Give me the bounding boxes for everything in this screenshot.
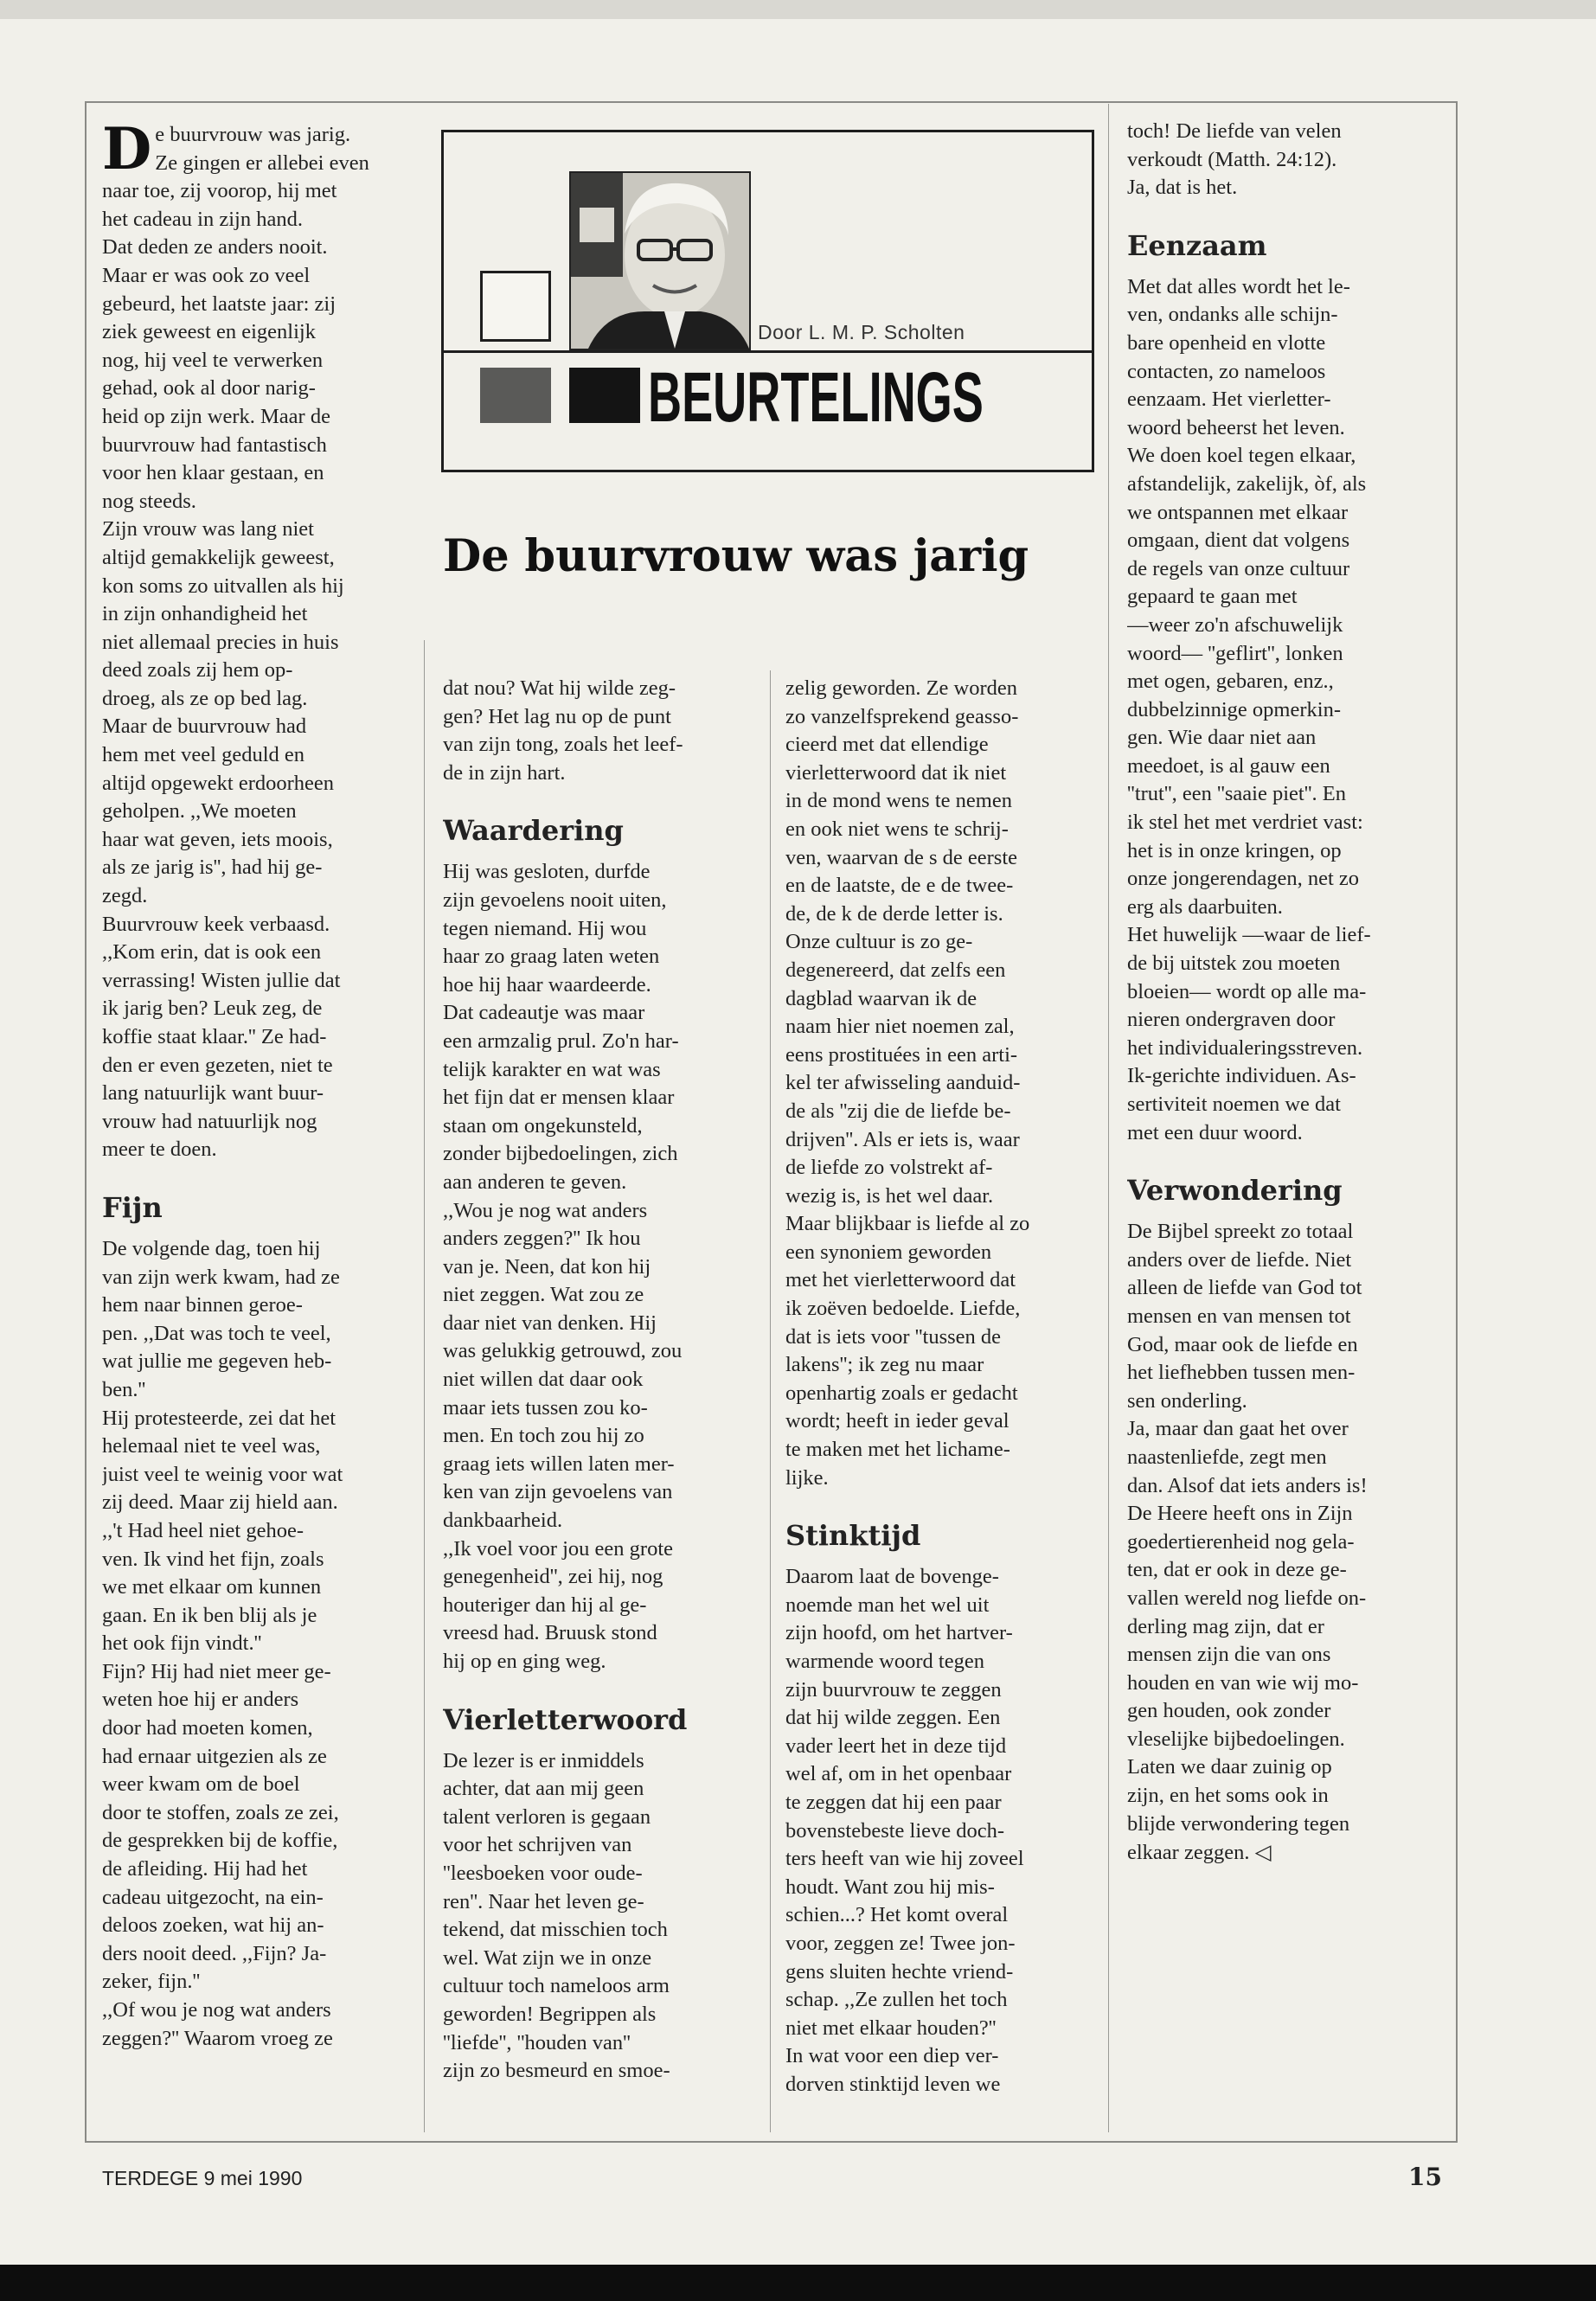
column-rule-2	[770, 670, 771, 2132]
scan-edge-bottom	[0, 2265, 1596, 2301]
article-column-2	[443, 675, 763, 2141]
column3-body: Daarom laat de bovenge- noemde man het wel uit zijn hoofd, om het hartver- warmende woord tegen zijn buurvrouw te zeggen dat hij wilde zeggen. Een vader leert het in deze tijd wel af, om in het openbaar te zeggen dat hij een paar bovenstebeste lieve doch- ters heeft van wie hij zoveel houdt. Want zou hij mis- schien...? Het komt overal voor, zeggen ze! Twee jon- gens sluiten hechte vriend- schap. ,,Ze zullen het toch niet met elkaar houden?'' In wat voor een diep ver- dorven stinktijd leven we	[785, 1565, 1024, 2096]
publication-footer: TERDEGE 9 mei 1990	[102, 2167, 303, 2189]
column-header-box	[441, 130, 1094, 472]
scan-edge-top	[0, 0, 1596, 19]
column-rule-1	[424, 640, 425, 2132]
author-photo	[569, 171, 751, 350]
subheading-stinktijd: Stinktijd	[785, 1519, 921, 1553]
header-divider	[444, 350, 1092, 353]
column-name: BEURTELINGS	[648, 358, 984, 437]
article-headline: De buurvrouw was jarig	[443, 530, 1029, 582]
author-portrait-image	[571, 173, 749, 349]
end-of-article-mark: ◁	[1254, 1839, 1272, 1865]
article-column-3	[785, 675, 1102, 2141]
subheading-fijn: Fijn	[102, 1190, 163, 1224]
column4-body1: Met dat alles wordt het le- ven, ondanks alle schijn- bare openheid en vlotte contacten, zo nameloos eenzaam. Het vierletter- woord beheerst het leven. We doen koel tegen elkaar, afstandelijk, zakelijk, òf, als we ontspannen met elkaar omgaan, dient dat volgens de regels van onze cultuur gepaard te gaan met —weer zo'n afschuwelijk woord— ''geflirt'', lonken met ogen, gebaren, enz., dubbelzinnige opmerkin- gen. Wie daar niet aan meedoet, is al gauw een ''trut'', een ''saaie piet''. En ik stel het met verdriet vast: het is in onze kringen, op onze jongerendagen, net zo erg als daarbuiten. Het huwelijk —waar de lief- de bij uitstek zou moeten bloeien— wordt op alle ma- nieren ondergraven door het individualeringsstreven. Ik-gerichte individuen. As- sertiviteit noemen we dat met een duur woord.	[1127, 274, 1371, 1144]
decorative-white-square	[480, 271, 551, 342]
subheading-eenzaam: Eenzaam	[1127, 228, 1267, 262]
column-rule-3	[1108, 104, 1109, 2132]
article-column-4	[1127, 118, 1447, 2133]
column2-body1: Hij was gesloten, durfde zijn gevoelens nooit uiten, tegen niemand. Hij wou haar zo graag laten weten hoe hij haar waardeerde. Dat cadeautje was maar een armzalig prul. Zo'n har- telijk karakter en wat was het fijn dat er mensen klaar staan om ongekunsteld, zonder bijbedoelingen, zich aan anderen te geven. ,,Wou je nog wat anders anders zeggen?'' Ik hou van je. Neen, dat kon hij niet zeggen. Wat zou ze daar niet van denken. Hij was gelukkig getrouwd, zou niet willen dat daar ook maar iets tussen zou ko- men. En toch zou hij zo graag iets willen laten mer- ken van zijn gevoelens van dankbaarheid. ,,Ik voel voor jou een grote genegenheid'', zei hij, nog houteriger dan hij al ge- vreesd had. Bruusk stond hij op en ging weg.	[443, 860, 683, 1673]
column1-intro	[102, 121, 413, 1164]
drop-cap: D	[102, 121, 152, 183]
decorative-black-square	[569, 368, 640, 423]
column4-body2	[1127, 1218, 1447, 1868]
column3-intro: zelig geworden. Ze worden zo vanzelfsprekend geasso- cieerd met dat ellendige vierletterwoord dat ik niet in de mond wens te nemen en ook niet wens te schrij- ven, waarvan de s de eerste en de laatste, de e de twee- de, de k de derde letter is. Onze cultuur is zo ge- degenereerd, dat zelfs een dagblad waarvan ik de naam hier niet noemen zal, eens prostituées in een arti- kel ter afwisseling aanduid- de als ''zij die de liefde be- drijven''. Als er iets is, waar de liefde zo volstrekt af- wezig is, is het wel daar. Maar blijkbaar is liefde al zo een synoniem geworden met het vierletterwoord dat ik zoëven bedoelde. Liefde, dat is iets voor ''tussen de lakens''; ik zeg nu maar openhartig zoals er gedacht wordt; heeft in ieder geval te maken met het lichame- lijke.	[785, 676, 1030, 1490]
subheading-waardering: Waardering	[443, 814, 624, 848]
column2-intro: dat nou? Wat hij wilde zeg- gen? Het lag nu op de punt van zijn tong, zoals het leef- de in zijn hart.	[443, 676, 683, 785]
column4-intro: toch! De liefde van velen verkoudt (Matth. 24:12). Ja, dat is het.	[1127, 119, 1342, 200]
decorative-grey-square	[480, 368, 551, 423]
column1-intro-text: e buurvrouw was jarig. Ze gingen er allebei even naar toe, zij voorop, hij met het cadeau in zijn hand. Dat deden ze anders nooit. Maar er was ook zo veel gebeurd, het laatste jaar: zij ziek geweest en eigenlijk nog, hij veel te verwerken gehad, ook al door narig- heid op zijn werk. Maar de buurvrouw had fantastisch voor hen klaar gestaan, en nog steeds. Zijn vrouw was lang niet altijd gemakkelijk geweest, kon soms zo uitvallen als hij in zijn onhandigheid het niet allemaal precies in huis deed zoals zij hem op- droeg, als ze op bed lag. Maar de buurvrouw had hem met veel geduld en altijd opgewekt erdoorheen geholpen. ,,We moeten haar wat geven, iets moois, als ze jarig is'', had hij ge- zegd. Buurvrouw keek verbaasd. ,,Kom erin, dat is ook een verrassing! Wisten jullie dat ik jarig ben? Leuk zeg, de koffie staat klaar.'' Ze had- den er even gezeten, niet te lang natuurlijk want buur- vrouw had natuurlijk nog meer te doen.	[102, 123, 369, 1162]
column2-body2: De lezer is er inmiddels achter, dat aan mij geen talent verloren is gegaan voor het schrijven van ''leesboeken voor oude- ren''. Naar het leven ge- tekend, dat misschien toch wel. Wat zijn we in onze cultuur toch nameloos arm geworden! Begrippen als ''liefde'', ''houden van'' zijn zo besmeurd en smoe-	[443, 1748, 670, 2083]
byline: Door L. M. P. Scholten	[758, 321, 965, 343]
subheading-vierletterwoord: Vierletterwoord	[443, 1702, 688, 1736]
column1-body: De volgende dag, toen hij van zijn werk kwam, had ze hem naar binnen geroe- pen. ,,Dat was toch te veel, wat jullie me gegeven heb- ben.'' Hij protesteerde, zei dat het helemaal niet te veel was, juist veel te weinig voor wat zij deed. Maar zij hield aan. ,,'t Had heel niet gehoe- ven. Ik vind het fijn, zoals we met elkaar om kunnen gaan. En ik ben blij als je het ook fijn vindt.'' Fijn? Hij had niet meer ge- weten hoe hij er anders door had moeten komen, had ernaar uitgezien als ze weer kwam om de boel door te stoffen, zoals ze zei, de gesprekken bij de koffie, de afleiding. Hij had het cadeau uitgezocht, na ein- deloos zoeken, wat hij an- ders nooit deed. ,,Fijn? Ja- zeker, fijn.'' ,,Of wou je nog wat anders zeggen?'' Waarom vroeg ze	[102, 1236, 343, 2050]
subheading-verwondering: Verwondering	[1127, 1174, 1343, 1208]
column4-body2-text: De Bijbel spreekt zo totaal anders over de liefde. Niet alleen de liefde van God tot mensen en van mensen tot God, maar ook de liefde en het liefhebben tussen men- sen onderling. Ja, maar dan gaat het over naastenliefde, zegt men dan. Alsof dat iets anders is! De Heere heeft ons in Zijn goedertierenheid nog gela- ten, dat er ook in deze ge- vallen wereld nog liefde on- derling mag zijn, dat er mensen zijn die van ons houden en van wie wij mo- gen houden, ook zonder vleselijke bijbedoelingen. Laten we daar zuinig op zijn, en het soms ook in blijde verwondering tegen elkaar zeggen.	[1127, 1220, 1368, 1865]
article-column-1	[102, 121, 413, 2141]
page-number: 15	[1408, 2163, 1442, 2191]
